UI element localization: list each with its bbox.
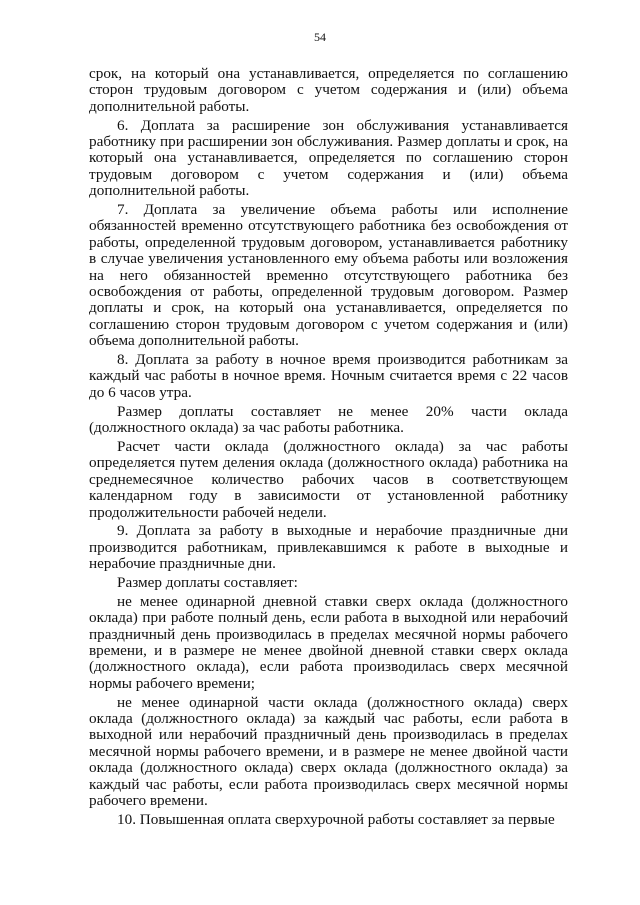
document-body (89, 66, 568, 831)
paragraph: 10. Повышенная оплата сверхурочной работы составляет за первые (117, 810, 555, 828)
paragraph: не менее одинарной дневной ставки сверх оклада (должностного оклада) при работе полный день, если работа в выходной или нерабочий праздничный день производилась в пределах месячной нормы рабочего времени, и в размере не менее двойной дневной ставки сверх оклада (должностного оклада), если работа производилась сверх месячной нормы рабочего времени; (89, 592, 568, 692)
paragraph: 9. Доплата за работу в выходные и нерабочие праздничные дни производится работникам, привлекавшимся к работе в выходные и нерабочие праздничные дни. (89, 522, 568, 573)
paragraph: срок, на который она устанавливается, определяется по соглашению сторон трудовым договором с учетом содержания и (или) объема дополнительной работы. (89, 65, 568, 115)
paragraph: Размер доплаты составляет не менее 20% части оклада (должностного оклада) за час работы работника. (89, 402, 568, 437)
paragraph: 7. Доплата за увеличение объема работы или исполнение обязанностей временно отсутствующего работника без освобождения от работы, определенной трудовым договором, устанавливается работнику в случае увеличения установленного ему объема работы или возложения на него обязанностей временно отсутствующего работника без освобождения от работы, определенной трудовым договором. Размер доплаты и срок, на который она устанавливается, определяется по соглашению сторон трудовым договором с учетом содержания и (или) объема дополнительной работы. (89, 201, 568, 350)
paragraph: не менее одинарной части оклада (должностного оклада) сверх оклада (должностного оклада) за каждый час работы, если работа в выходной или нерабочий праздничный день производилась в пределах месячной нормы рабочего времени, и в размере не менее двойной части оклада (должностного оклада) сверх оклада (должностного оклада) за каждый час работы, если работа производилась сверх месячной нормы рабочего времени. (89, 693, 568, 809)
paragraph: 8. Доплата за работу в ночное время производится работникам за каждый час работы в ночное время. Ночным считается время с 22 часов до 6 часов утра. (89, 351, 568, 401)
page-number: 54 (314, 30, 326, 44)
paragraph: Расчет части оклада (должностного оклада) за час работы определяется путем деления оклада (должностного оклада) работника на среднемесячное количество рабочих часов в соответствующем календарном году в зависимости от установленной работнику продолжительности рабочей недели. (89, 437, 568, 521)
paragraph: Размер доплаты составляет: (117, 573, 298, 591)
paragraph: 6. Доплата за расширение зон обслуживания устанавливается работнику при расширении зон обслуживания. Размер доплаты и срок, на который она устанавливается, определяется по соглашению сторон трудовым договором с учетом содержания и (или) объема дополнительной работы. (89, 116, 568, 200)
